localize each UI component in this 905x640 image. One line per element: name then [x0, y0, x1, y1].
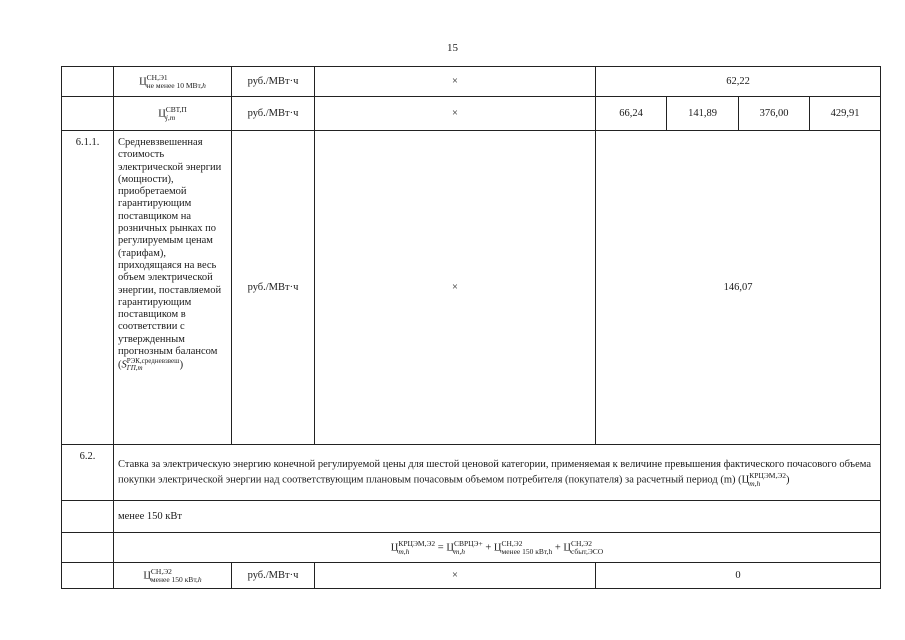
symbol-sup: СН,Э2 [150, 566, 172, 576]
num-cell [62, 563, 114, 589]
table-row [62, 445, 881, 501]
table-row [62, 67, 881, 97]
formula-sub: m,h [453, 546, 465, 556]
table-row [62, 501, 881, 533]
formula-sub: сбыт,ЭСО [570, 546, 604, 556]
formula-symbol: Ц [493, 541, 502, 553]
section-symbol: Ц [741, 473, 750, 485]
page-number: 15 [447, 42, 458, 54]
description-text: Средневзвешенная стоимость электрической энергии (мощности), приобретаемой гарантирующим поставщиком на розничных рынках по регулируемым ценам (тарифам), приходящаяся на весь объем электрической энергии, поставляемой гарантирующим поставщиком в соответствии с утвержденным прогнозным балансом ( [118, 137, 222, 371]
num-cell [62, 97, 114, 131]
symbol-sub: не менее 10 МВт, [146, 80, 203, 90]
symbol-sup: СН,Э1 [146, 72, 168, 82]
symbol-sup: СВТ,П [165, 104, 187, 114]
description-symbol: S [121, 359, 127, 371]
formula-sub: менее 150 кВт,h [501, 546, 553, 556]
item-number: 6.1.1. [62, 131, 114, 445]
num-cell [62, 67, 114, 97]
formula-symbol: Ц [446, 541, 454, 553]
formula-cell [114, 533, 881, 563]
symbol-sub: менее 150 кВт, [150, 574, 198, 584]
value-cell: 429,91 [810, 97, 881, 131]
subsection-label: менее 150 кВт [114, 501, 881, 533]
value-cell: 376,00 [739, 97, 810, 131]
symbol-base: Ц [139, 75, 147, 87]
formula-symbol: Ц [563, 541, 571, 553]
cross-cell: × [315, 563, 596, 589]
section-symbol-sup: КРЦЭМ,Э2 [749, 470, 787, 480]
section-text-end: ) [786, 473, 790, 485]
value-cell: 0 [596, 563, 881, 589]
num-cell [62, 533, 114, 563]
formula-sup: СН,Э2 [570, 538, 592, 548]
symbol-sub-italic: h [197, 574, 202, 584]
description-end: ) [179, 359, 184, 371]
value-cell: 62,22 [596, 67, 881, 97]
description-cell [114, 131, 232, 445]
symbol-cell [114, 67, 232, 97]
formula-sup: СВРЦЭ+ [453, 538, 483, 548]
formula-equals: = [435, 541, 447, 553]
symbol-base: Ц [158, 107, 166, 119]
unit-cell: руб./МВт·ч [232, 67, 315, 97]
symbol-base: Ц [143, 569, 151, 581]
value-cell: 141,89 [667, 97, 739, 131]
section-symbol-sub: m,h [749, 478, 761, 488]
table-row [62, 533, 881, 563]
table-row [62, 97, 881, 131]
unit-cell: руб./МВт·ч [232, 563, 315, 589]
unit-cell: руб./МВт·ч [232, 131, 315, 445]
cross-cell: × [315, 131, 596, 445]
tariff-table [61, 66, 881, 589]
formula-plus: + [552, 541, 564, 553]
description-symbol-sub: ГП,m [126, 364, 143, 373]
formula-sub: m,h [398, 546, 410, 556]
section-text-cell [114, 445, 881, 501]
formula-sup: КРЦЭМ,Э2 [398, 538, 436, 548]
formula-symbol: Ц [390, 541, 399, 553]
value-cell: 66,24 [596, 97, 667, 131]
symbol-cell [114, 97, 232, 131]
description-symbol-sup: РЭК,средневзвеш [126, 357, 180, 366]
table-row [62, 131, 881, 445]
formula-sup: СН,Э2 [501, 538, 523, 548]
num-cell [62, 501, 114, 533]
table-row [62, 563, 881, 589]
formula-plus: + [482, 541, 494, 553]
symbol-sub-italic: h [202, 80, 206, 90]
cross-cell: × [315, 97, 596, 131]
section-text: Ставка за электрическую энергию конечной регулируемой цены для шестой ценовой категории, применяемая к величине превышения фактического почасового объема покупки электрической энергии над соответствующим плановым почасовым объемом потребителя (покупателя) за расчетный период (m) ( [118, 458, 871, 485]
cross-cell: × [315, 67, 596, 97]
symbol-cell [114, 563, 232, 589]
value-cell: 146,07 [596, 131, 881, 445]
symbol-sub: j,m [165, 112, 176, 122]
unit-cell: руб./МВт·ч [232, 97, 315, 131]
item-number: 6.2. [62, 445, 114, 501]
